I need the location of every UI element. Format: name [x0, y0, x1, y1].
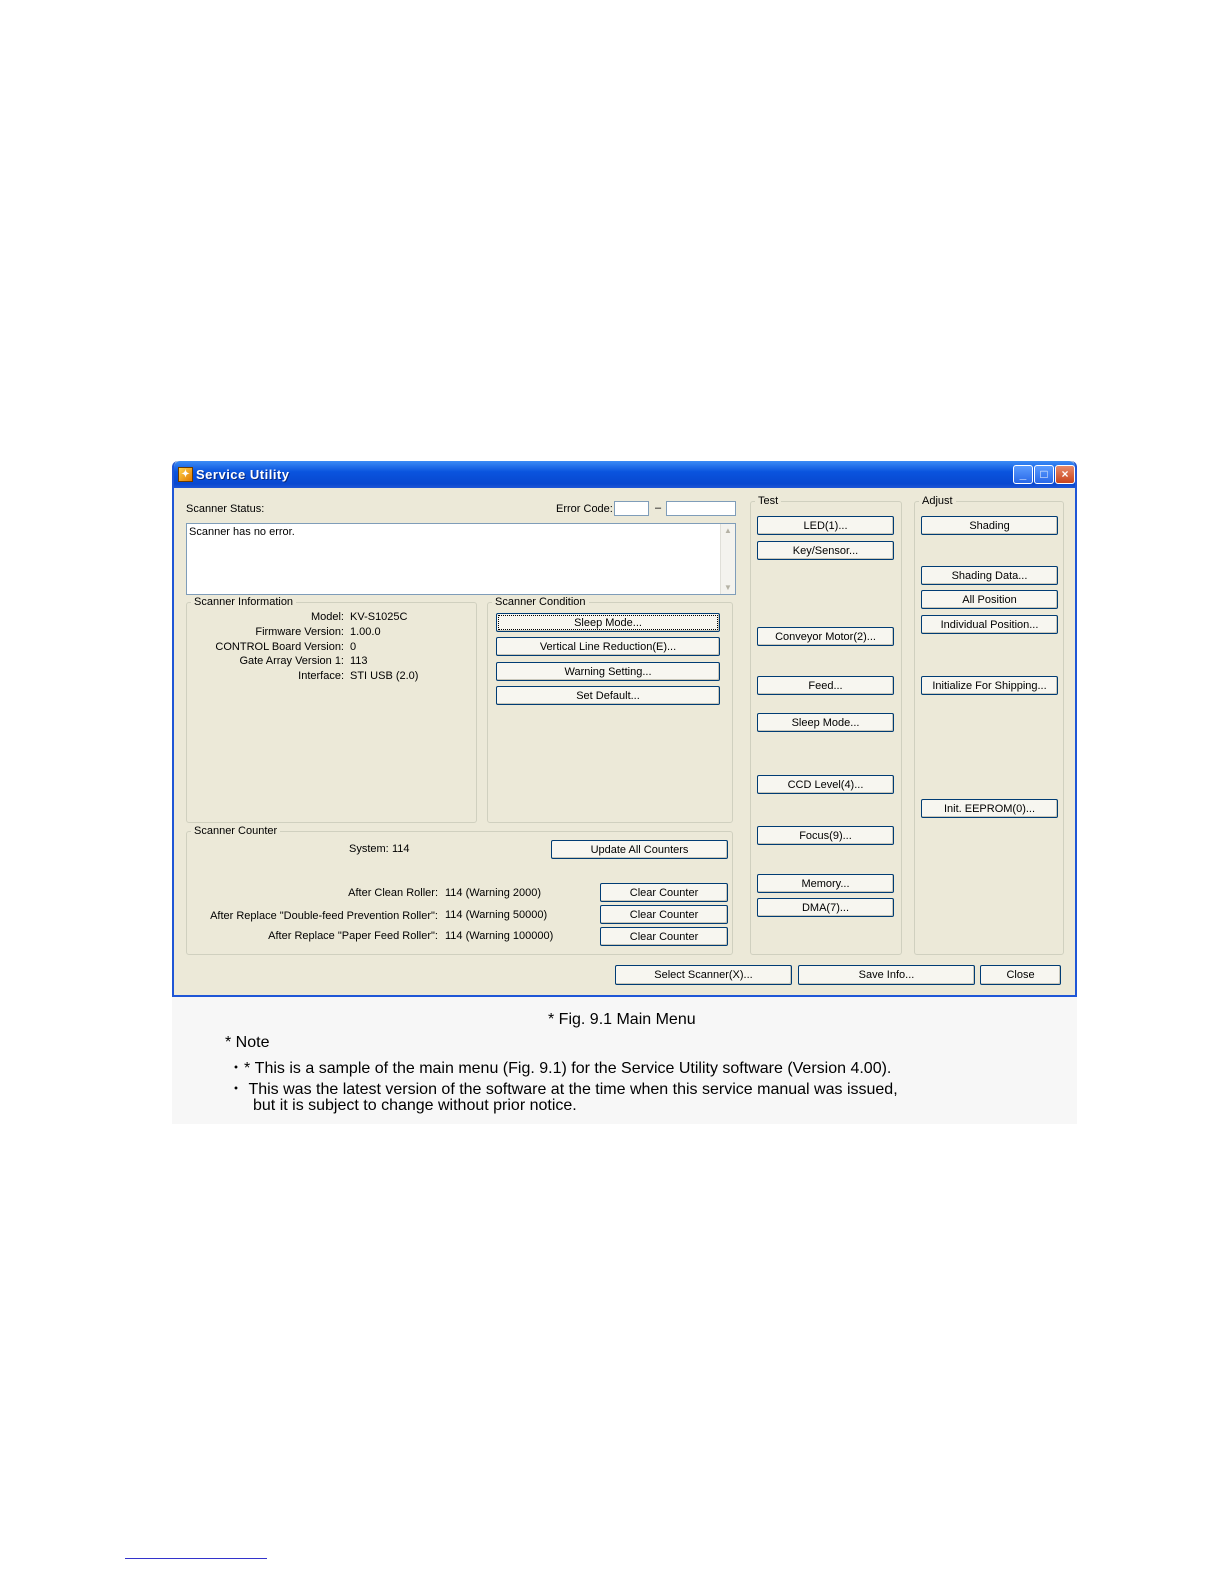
scroll-down-icon[interactable]: ▼: [724, 583, 732, 592]
scanner-condition-label: Scanner Condition: [492, 596, 589, 608]
scanner-status-message: Scanner has no error.: [189, 526, 295, 538]
update-all-counters-button[interactable]: Update All Counters: [551, 840, 728, 859]
adjust-init-eeprom-button[interactable]: Init. EEPROM(0)...: [921, 799, 1058, 818]
info-value-gate-array: 113: [350, 655, 368, 667]
test-conveyor-motor-button[interactable]: Conveyor Motor(2)...: [757, 627, 894, 646]
window-title: Service Utility: [196, 467, 290, 482]
clear-counter-clean-roller-button[interactable]: Clear Counter: [600, 883, 728, 902]
app-icon: ✦: [178, 467, 193, 482]
test-feed-button[interactable]: Feed...: [757, 676, 894, 695]
clear-counter-paper-feed-roller-button[interactable]: Clear Counter: [600, 927, 728, 946]
system-counter-value: 114: [392, 843, 410, 855]
service-utility-window: [172, 461, 1077, 997]
close-button[interactable]: Close: [980, 965, 1061, 985]
scanner-status-box[interactable]: [186, 523, 736, 595]
info-label-model: Model:: [310, 611, 344, 623]
scanner-status-label: Scanner Status:: [186, 503, 265, 515]
condition-sleep-mode-button[interactable]: Sleep Mode...: [496, 613, 720, 632]
select-scanner-button[interactable]: Select Scanner(X)...: [615, 965, 792, 985]
error-code-separator: –: [655, 502, 662, 514]
error-code-field-1: [614, 501, 649, 516]
save-info-button[interactable]: Save Info...: [798, 965, 975, 985]
test-memory-button[interactable]: Memory...: [757, 874, 894, 893]
clear-counter-double-feed-roller-button[interactable]: Clear Counter: [600, 905, 728, 924]
adjust-individual-position-button[interactable]: Individual Position...: [921, 615, 1058, 634]
adjust-all-position-button[interactable]: All Position: [921, 590, 1058, 609]
info-value-control-board: 0: [350, 641, 357, 653]
test-led-button[interactable]: LED(1)...: [757, 516, 894, 535]
adjust-shading-button[interactable]: Shading: [921, 516, 1058, 535]
figure-caption: * Fig. 9.1 Main Menu: [548, 1011, 696, 1028]
vertical-line-reduction-button[interactable]: Vertical Line Reduction(E)...: [496, 637, 720, 656]
note-line-1: ・* This is a sample of the main menu (Fig. 9.1) for the Service Utility software (Version 4.00).: [228, 1060, 892, 1077]
system-counter-label: System:: [349, 843, 389, 855]
info-label-control-board: CONTROL Board Version:: [215, 641, 344, 653]
scroll-up-icon[interactable]: ▲: [724, 526, 732, 535]
info-label-gate-array: Gate Array Version 1:: [239, 655, 344, 667]
test-focus-button[interactable]: Focus(9)...: [757, 826, 894, 845]
adjust-initialize-for-shipping-button[interactable]: Initialize For Shipping...: [921, 676, 1058, 695]
adjust-label: Adjust: [919, 495, 956, 507]
info-value-firmware: 1.00.0: [350, 626, 381, 638]
adjust-shading-data-button[interactable]: Shading Data...: [921, 566, 1058, 585]
close-window-button[interactable]: ×: [1055, 465, 1075, 484]
error-code-label: Error Code:: [556, 503, 613, 515]
set-default-button[interactable]: Set Default...: [496, 686, 720, 705]
scanner-information-label: Scanner Information: [191, 596, 296, 608]
note-line-2: ・ This was the latest version of the software at the time when this service manual was issued,: [228, 1081, 898, 1098]
footer-rule: [125, 1558, 267, 1559]
counter-label-double-feed-roller: After Replace "Double-feed Prevention Roller":: [210, 910, 438, 922]
counter-value-paper-feed-roller: 114 (Warning 100000): [445, 930, 554, 942]
scanner-counter-label: Scanner Counter: [191, 825, 280, 837]
counter-value-double-feed-roller: 114 (Warning 50000): [445, 909, 548, 921]
info-value-interface: STI USB (2.0): [350, 670, 419, 682]
counter-value-clean-roller: 114 (Warning 2000): [445, 887, 541, 899]
note-title: * Note: [225, 1034, 270, 1051]
note-line-3: but it is subject to change without prior notice.: [253, 1097, 577, 1114]
test-ccd-level-button[interactable]: CCD Level(4)...: [757, 775, 894, 794]
error-code-field-2: [666, 501, 736, 516]
info-label-interface: Interface:: [298, 670, 344, 682]
info-label-firmware: Firmware Version:: [255, 626, 344, 638]
test-dma-button[interactable]: DMA(7)...: [757, 898, 894, 917]
counter-label-clean-roller: After Clean Roller:: [348, 887, 438, 899]
test-label: Test: [755, 495, 781, 507]
status-scrollbar[interactable]: [720, 524, 735, 594]
info-value-model: KV-S1025C: [350, 611, 408, 623]
maximize-button[interactable]: □: [1034, 465, 1054, 484]
minimize-button[interactable]: _: [1013, 465, 1033, 484]
test-key-sensor-button[interactable]: Key/Sensor...: [757, 541, 894, 560]
title-bar[interactable]: [174, 461, 1075, 488]
scanner-condition-group: [487, 602, 733, 823]
counter-label-paper-feed-roller: After Replace "Paper Feed Roller":: [268, 930, 438, 942]
warning-setting-button[interactable]: Warning Setting...: [496, 662, 720, 681]
test-sleep-mode-button[interactable]: Sleep Mode...: [757, 713, 894, 732]
